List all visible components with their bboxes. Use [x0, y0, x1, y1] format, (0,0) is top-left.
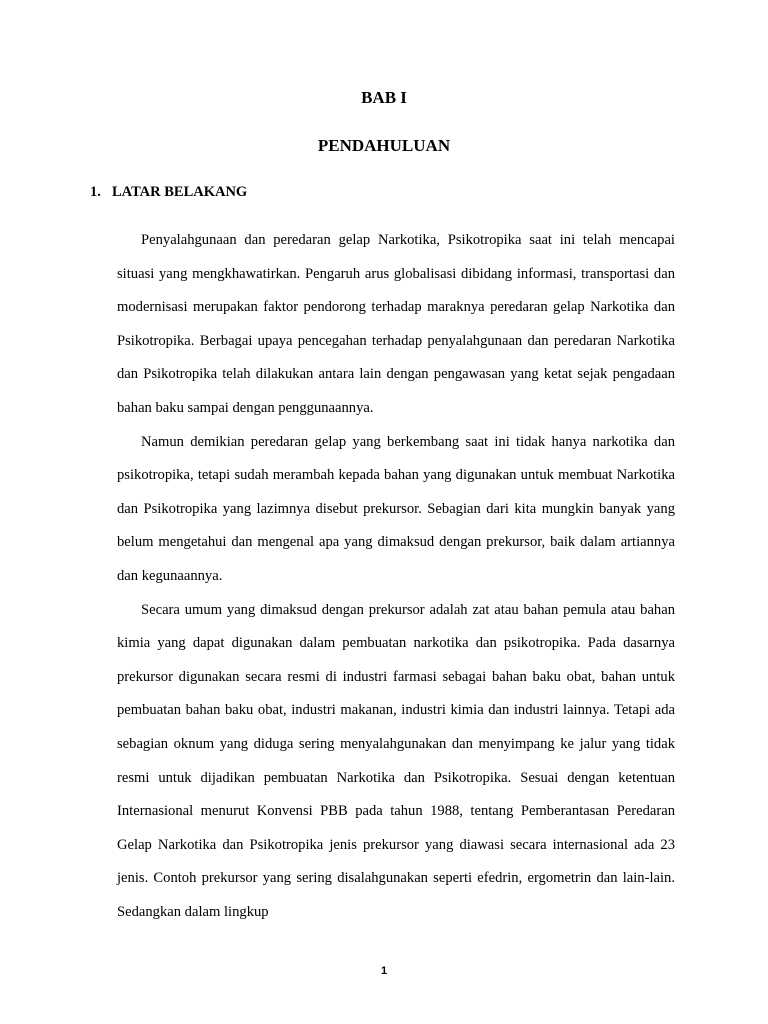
body-text [117, 224, 675, 929]
chapter-title: BAB I [361, 88, 407, 107]
paragraph-3: Secara umum yang dimaksud dengan prekursor adalah zat atau bahan pemula atau bahan kimia yang dapat digunakan dalam pembuatan narkotika dan psikotropika. Pada dasarnya prekursor digunakan secara resmi di industri farmasi sebagai bahan baku obat, bahan untuk pembuatan bahan baku obat, industri makanan, industri kimia dan industri lainnya. Tetapi ada sebagian oknum yang diduga sering menyalahgunakan dan menyimpang ke jalur yang tidak resmi untuk dijadikan pembuatan Narkotika dan Psikotropika. Sesuai dengan ketentuan Internasional menurut Konvensi PBB pada tahun 1988, tentang Pemberantasan Peredaran Gelap Narkotika dan Psikotropika jenis prekursor yang diawasi secara internasional ada 23 jenis. Contoh prekursor yang sering disalahgunakan seperti efedrin, ergometrin dan lain-lain. Sedangkan dalam lingkup [117, 601, 675, 920]
section-heading [90, 184, 247, 201]
paragraph-2: Namun demikian peredaran gelap yang berkembang saat ini tidak hanya narkotika dan psikotropika, tetapi sudah merambah kepada bahan yang digunakan untuk membuat Narkotika dan Psikotropika yang lazimnya disebut prekursor. Sebagian dari kita mungkin banyak yang belum mengetahui dan mengenal apa yang dimaksud dengan prekursor, baik dalam artiannya dan kegunaannya. [117, 433, 675, 584]
section-number: 1. [90, 184, 101, 200]
paragraph-1: Penyalahgunaan dan peredaran gelap Narkotika, Psikotropika saat ini telah mencapai situasi yang mengkhawatirkan. Pengaruh arus globalisasi dibidang informasi, transportasi dan modernisasi merupakan faktor pendorong terhadap maraknya peredaran gelap Narkotika dan Psikotropika. Berbagai upaya pencegahan terhadap penyalahgunaan dan peredaran Narkotika dan Psikotropika telah dilakukan antara lain dengan pengawasan yang ketat sejak pengadaan bahan baku sampai dengan penggunaannya. [117, 232, 675, 416]
section-title: LATAR BELAKANG [112, 184, 248, 200]
page-number: 1 [380, 965, 388, 977]
chapter-subtitle: PENDAHULUAN [317, 136, 451, 155]
